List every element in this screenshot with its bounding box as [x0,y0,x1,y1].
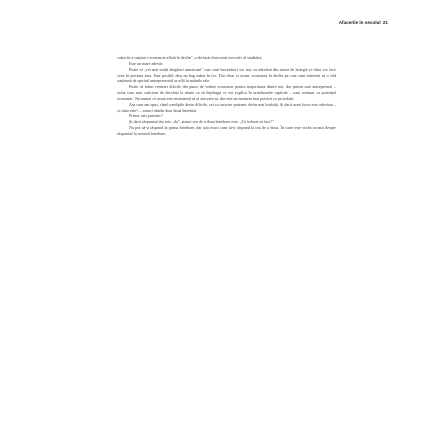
header-title: Afacerile în secolul [338,20,381,25]
paragraph: Poate că trăim vremuri dificile din punct de vedere economic pentru majoritatea dintre noi, dar pentru unii antreprenori – aceia care sunt suficient de deschiși la minte ca să înțeleagă ce voi explica în următoarele capitole – sunt vremuri cu potențial economic. Nu numai că acum este momentul să ai afacerea ta, dar este un moment mai potrivit ca niciodată. [117,84,336,101]
paragraph: Poate că „cei mai mulți alegători americani" care sunt încrezători vor ieși cu adevărat din starea de letargie și chiar vor face ceva în privința asta. Este posibil, deși nu bag mâna în foc. Dar chiar și acum, economia în declin pe care sunt interesat să o văd susținută de spiritul antreprenorial se află în mâinile tale. [117,66,336,84]
paragraph: Și dacă răspunsul tău este „da", atunci cea de a doua întrebare este: „Ce trebuie să faci?" [129,119,274,125]
paragraph: Așa cum am spus, când condițiile devin dificile, cei cu caracter puternic devin mai hotărâți. Și dacă acest lucru este adevărat – și chiar este! –, atunci rămân doar două întrebări: [117,101,336,113]
body-text [117,55,336,137]
paragraph: Este un mare adevăr. [129,60,164,66]
page-number: 21 [382,20,388,25]
running-header [339,20,388,25]
paragraph: Nu pot să-ți răspund la prima întrebare, dar știu exact cum să-ți răspund la cea de a doua. În carte este vorba tocmai despre răspunsul la această întrebare. [117,125,336,136]
paragraph: calea de a susține o economie aflată în declin", a declarat directorul executiv al studiului. [117,55,263,60]
paragraph: Prima: ești puternic? [129,113,163,119]
